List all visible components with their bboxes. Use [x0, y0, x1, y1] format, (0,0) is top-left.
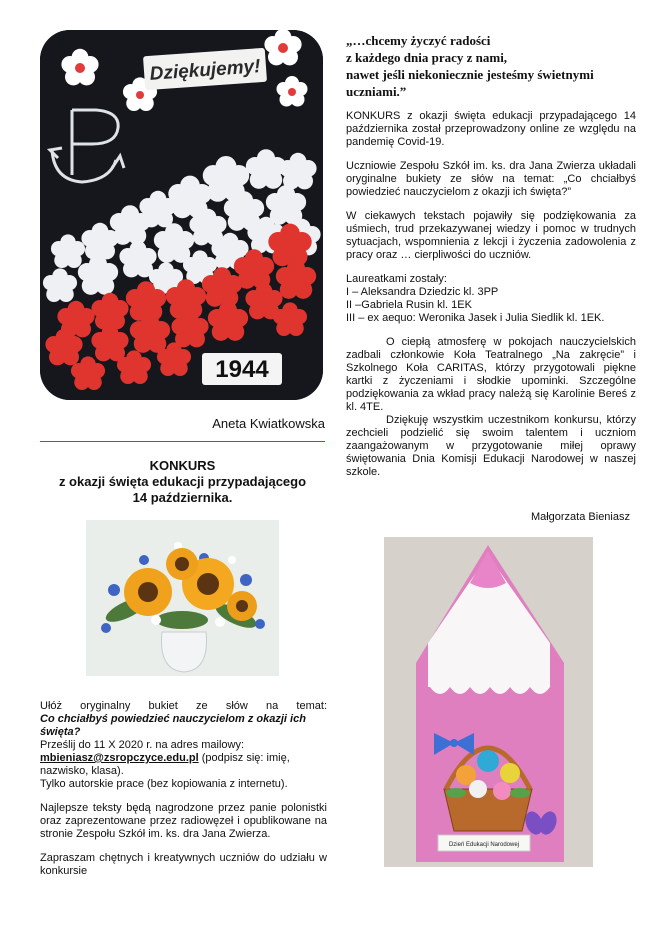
- contest-title: KONKURS: [149, 458, 216, 473]
- contest-subtitle-line2: 14 października.: [132, 490, 233, 505]
- article-signature: Małgorzata Bieniasz: [530, 511, 630, 523]
- greeting-card-illustration: [384, 537, 593, 867]
- instructions-send-suffix: (podpisz się: imię, nazwisko, klasa).: [40, 752, 290, 777]
- quote-line: uczniami.”: [346, 84, 407, 99]
- poster-illustration: [40, 30, 323, 400]
- instructions-send: [40, 739, 327, 778]
- instructions-rewards: Najlepsze teksty będą nagrodzone przez panie polonistki oraz zaprezentowane przez radiowęzeł i opublikowane na stronie Zespołu Szkół im. ks. dra Jana Zwierza.: [40, 802, 327, 840]
- instructions-topic: Ułóż oryginalny bukiet ze słów na temat:: [40, 700, 327, 712]
- article-body: [346, 110, 636, 479]
- article-paragraph-1: KONKURS z okazji święta edukacji przypadającego 14 października został przeprowadzony online ze względu na pandemię Covid-19.: [346, 110, 636, 148]
- instructions-question: Co chciałbyś powiedzieć nauczycielom z okazji ich święta?: [40, 713, 306, 738]
- article-paragraph-3: W ciekawych tekstach pojawiły się podziękowania za uśmiech, trud przekazywanej wiedzy i pomoc w trudnych sytuacjach, wspomnienia z lekcji i życzenia zadowolenia z pracy oraz … cierpliwości do uczniów.: [346, 210, 636, 261]
- article-paragraph-2: Uczniowie Zespołu Szkół im. ks. dra Jana Zwierza układali oryginalne bukiety ze słów na temat: „Co chciałbyś powiedzieć nauczycielom z okazji ich święta?”: [346, 160, 636, 198]
- sunflower-bouquet-illustration: [86, 520, 279, 676]
- contest-instructions: [40, 700, 327, 878]
- quote-line: „…chcemy życzyć radości: [346, 33, 491, 48]
- laureate-item: II –Gabriela Rusin kl. 1EK: [346, 299, 472, 311]
- laureates-heading: Laureatkami zostały:: [346, 273, 447, 285]
- laureate-item: III – ex aequo: Weronika Jasek i Julia Siedlik kl. 1EK.: [346, 312, 605, 324]
- instructions-send-prefix: Prześlij do 11 X 2020 r. na adres mailowy:: [40, 739, 245, 751]
- greeting-card-photo: [384, 537, 593, 867]
- article-paragraph-4: O ciepłą atmosferę w pokojach nauczycielskich zadbali członkowie Koła Teatralnego „Na zakręcie” i Szkolnego Koła CARITAS, którzy przygotowali piękne kartki z życzeniami i słodkie upominki. Szczególne podziękowania za wkład pracy należą się Karolinie Bereś z kl. 4TE.: [346, 336, 636, 413]
- instructions-invite: Zapraszam chętnych i kreatywnych uczniów do udziału w konkursie: [40, 852, 327, 877]
- contest-subtitle: [40, 474, 325, 506]
- quote-line: nawet jeśli niekoniecznie jesteśmy świetnymi: [346, 67, 594, 82]
- year-text: 1944: [215, 356, 269, 383]
- email-link[interactable]: mbieniasz@zsropczyce.edu.pl: [40, 752, 199, 764]
- banner-text: Dziękujemy!: [149, 56, 262, 85]
- laureate-item: I – Aleksandra Dziedzic kl. 3PP: [346, 286, 499, 298]
- instructions-only-original: Tylko autorskie prace (bez kopiowania z internetu).: [40, 778, 288, 790]
- photo-author: Aneta Kwiatkowska: [212, 416, 325, 431]
- card-label: Dzień Edukacji Narodowej: [448, 842, 520, 848]
- quote-line: z każdego dnia pracy z nami,: [346, 50, 508, 65]
- contest-subtitle-line1: z okazji święta edukacji przypadającego: [58, 474, 307, 489]
- poster-photo: [40, 30, 323, 400]
- section-divider: [40, 441, 325, 442]
- article-quote: [346, 32, 636, 100]
- article-paragraph-5: Dziękuję wszystkim uczestnikom konkursu, którzy zechcieli podzielić się swoim talentem i uczniom zaangażowanym w przygotowanie miłej oprawy świętowania Dnia Komisji Edukacji Narodowej w naszej szkole.: [346, 414, 636, 478]
- sunflower-bouquet-photo: [86, 520, 279, 676]
